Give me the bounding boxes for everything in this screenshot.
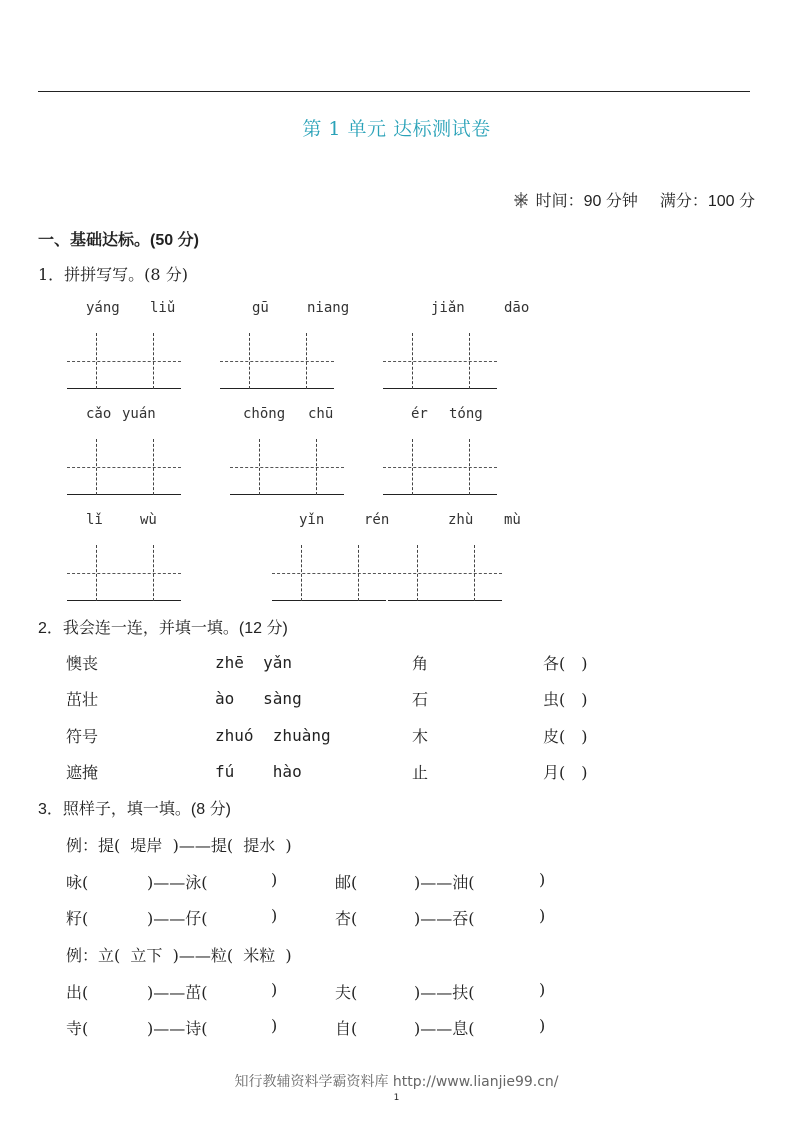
word[interactable]: 符号 [66,727,99,746]
pinyin: gū [252,300,269,316]
fill-prompt: )——泳( [147,873,208,892]
fill-prompt: 咏( [66,873,89,892]
fill-prompt: )——仔( [147,909,208,928]
fill-prompt: ) [539,1016,546,1035]
writing-grid[interactable] [220,333,334,389]
fill-prompt: ) [271,1016,278,1035]
clock-doodle-icon [512,191,530,209]
pinyin: cǎo [86,406,112,422]
question-1-heading: 1．拼拼写写。(8 分) [38,265,188,284]
fill-blank[interactable]: 皮( ) [543,727,588,746]
fill-prompt: ) [539,870,546,889]
fill-blank[interactable]: 各( ) [543,654,588,673]
pinyin: yáng [86,300,120,316]
pinyin[interactable]: zhuó zhuàng [215,726,331,745]
writing-grid[interactable] [67,439,181,495]
pinyin[interactable]: ào sàng [215,689,302,708]
score-label: 满分：100 分 [659,193,755,210]
word[interactable]: 遮掩 [66,763,99,782]
pinyin[interactable]: zhē yǎn [215,653,293,672]
pinyin: niang [307,300,350,316]
footer-watermark: 知行教辅资料学霸资料库 http://www.lianjie99.cn/ [234,1074,559,1090]
page-number: 1 [393,1093,400,1103]
writing-grid[interactable] [67,545,181,601]
fill-prompt: 寺( [66,1019,89,1038]
radical-char[interactable]: 角 [412,654,429,673]
writing-grid[interactable] [383,439,497,495]
fill-prompt: 自( [335,1019,358,1038]
fill-prompt: )——油( [414,873,475,892]
question-3-heading: 3．照样子，填一填。(8 分) [38,801,231,818]
pinyin: jiǎn [431,300,465,316]
radical-char[interactable]: 石 [412,690,429,709]
pinyin: yǐn [299,512,325,528]
word[interactable]: 懊丧 [66,654,99,673]
fill-prompt: 邮( [335,873,358,892]
example: 例：立( 立下 )——粒( 米粒 ) [66,946,292,965]
writing-grid[interactable] [272,545,386,601]
time-label: 时间：90 分钟 [535,193,638,210]
pinyin: chū [308,406,334,422]
pinyin: wù [140,512,157,528]
pinyin: dāo [504,300,530,316]
fill-prompt: )——茁( [147,983,208,1002]
fill-prompt: ) [539,980,546,999]
fill-prompt: ) [539,906,546,925]
writing-grid[interactable] [383,333,497,389]
pinyin: rén [364,512,390,528]
pinyin: liǔ [150,300,176,316]
fill-blank[interactable]: 月( ) [543,763,588,782]
fill-blank[interactable]: 虫( ) [543,690,588,709]
fill-prompt: 籽( [66,909,89,928]
writing-grid[interactable] [388,545,502,601]
pinyin: lǐ [86,512,103,528]
pinyin: tóng [449,406,483,422]
fill-prompt: 杏( [335,909,358,928]
pinyin: zhù [448,512,474,528]
writing-grid[interactable] [230,439,344,495]
fill-prompt: ) [271,980,278,999]
pinyin: chōng [243,406,286,422]
radical-char[interactable]: 止 [412,763,429,782]
fill-prompt: 夫( [335,983,358,1002]
fill-prompt: )——扶( [414,983,475,1002]
question-2-heading: 2．我会连一连，并填一填。(12 分) [38,620,288,637]
fill-prompt: )——息( [414,1019,475,1038]
radical-char[interactable]: 木 [412,727,429,746]
fill-prompt: )——诗( [147,1019,208,1038]
fill-prompt: 出( [66,983,89,1002]
pinyin[interactable]: fú hào [215,762,302,781]
example: 例：提( 堤岸 )——提( 提水 ) [66,836,292,855]
fill-prompt: )——吞( [414,909,475,928]
word[interactable]: 茁壮 [66,690,99,709]
section-heading: 一、基础达标。(50 分) [38,232,199,249]
pinyin: yuán [122,406,156,422]
writing-grid[interactable] [67,333,181,389]
page-title: 第 1 单元 达标测试卷 [302,118,491,140]
header-rule [38,91,750,92]
fill-prompt: ) [271,870,278,889]
fill-prompt: ) [271,906,278,925]
pinyin: ér [411,406,428,422]
pinyin: mù [504,512,521,528]
exam-meta [512,188,755,211]
